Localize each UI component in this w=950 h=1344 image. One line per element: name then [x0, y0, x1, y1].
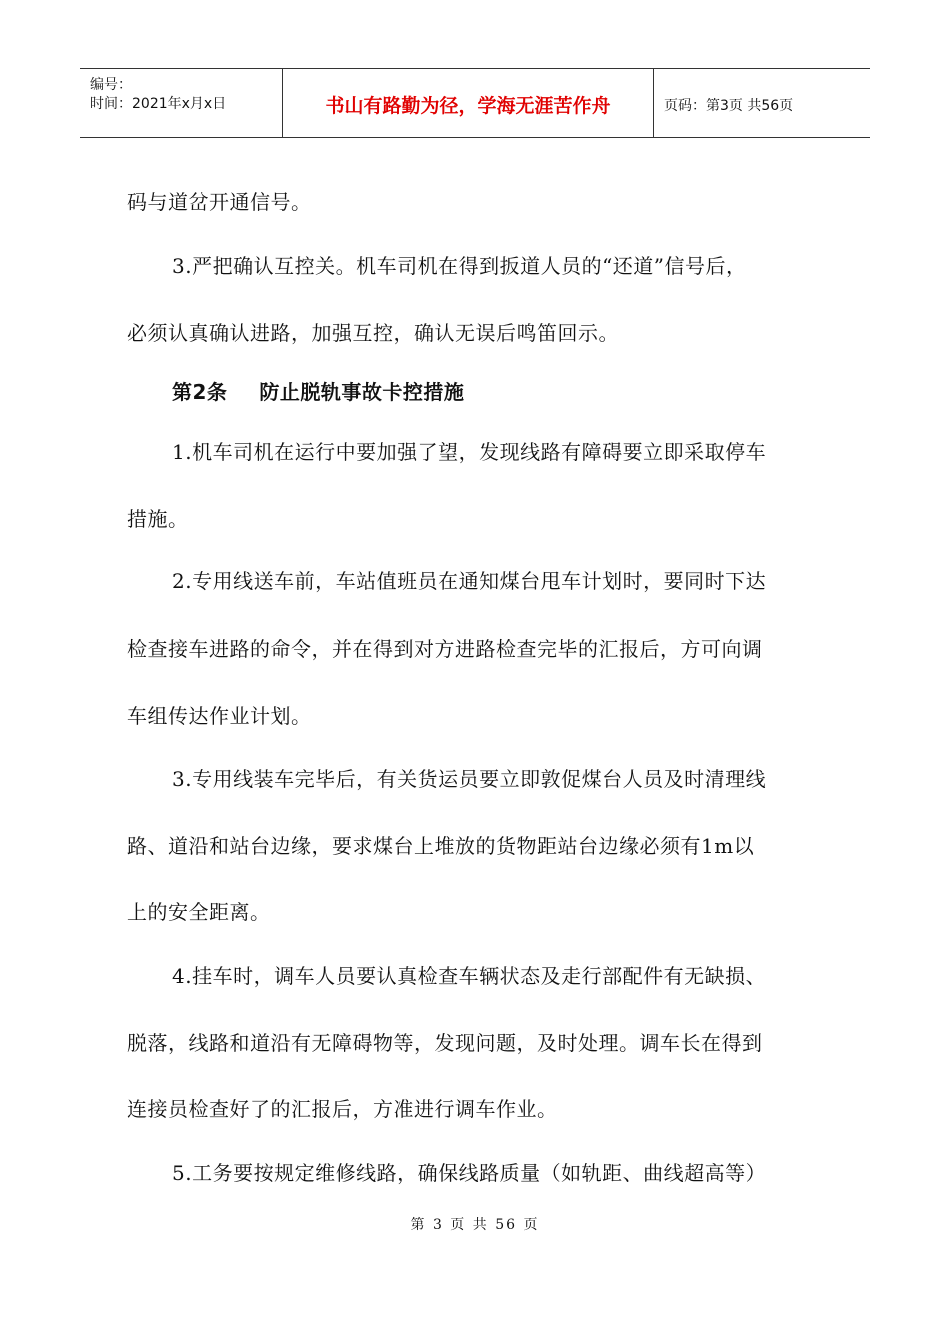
section-heading-title: 防止脱轨事故卡控措施: [259, 380, 465, 404]
document-number-label: 编号：: [90, 77, 132, 93]
body-line: 3.严把确认互控关。机车司机在得到扳道人员的“还道”信号后，: [172, 254, 747, 278]
body-line: 路、道沿和站台边缘，要求煤台上堆放的货物距站台边缘必须有1m以: [127, 834, 755, 858]
header-meta-cell: [80, 69, 283, 137]
body-line: 车组传达作业计划。: [127, 704, 312, 728]
section-heading-number: 第2条: [172, 380, 228, 404]
header-motto-cell: [283, 69, 654, 137]
body-line: 脱落，线路和道沿有无障碍物等，发现问题，及时处理。调车长在得到: [127, 1031, 763, 1055]
header-motto: 书山有路勤为径，学海无涯苦作舟: [325, 95, 611, 117]
body-line: 2.专用线送车前，车站值班员在通知煤台甩车计划时，要同时下达: [172, 569, 767, 593]
section-heading: [172, 376, 464, 405]
header-page-cell: [654, 69, 870, 137]
body-line: 措施。: [127, 507, 189, 531]
page-header: [80, 68, 870, 138]
body-line: 检查接车进路的命令，并在得到对方进路检查完毕的汇报后，方可向调: [127, 637, 763, 661]
body-line: 3.专用线装车完毕后，有关货运员要立即敦促煤台人员及时清理线: [172, 767, 767, 791]
body-line: 5.工务要按规定维修线路，确保线路质量（如轨距、曲线超高等）: [172, 1161, 767, 1185]
body-line: 必须认真确认进路，加强互控，确认无误后鸣笛回示。: [127, 321, 619, 345]
body-line: 连接员检查好了的汇报后，方准进行调车作业。: [127, 1097, 558, 1121]
body-line: 码与道岔开通信号。: [127, 190, 312, 214]
body-line: 上的安全距离。: [127, 900, 271, 924]
body-line: 4.挂车时，调车人员要认真检查车辆状态及走行部配件有无缺损、: [172, 964, 767, 988]
page-footer: 第 3 页 共 56 页: [410, 1217, 540, 1233]
body-line: 1.机车司机在运行中要加强了望，发现线路有障碍要立即采取停车: [172, 440, 767, 464]
document-date: 时间：2021年x月x日: [90, 96, 227, 112]
header-page-info: 页码：第3页 共56页: [664, 98, 794, 114]
